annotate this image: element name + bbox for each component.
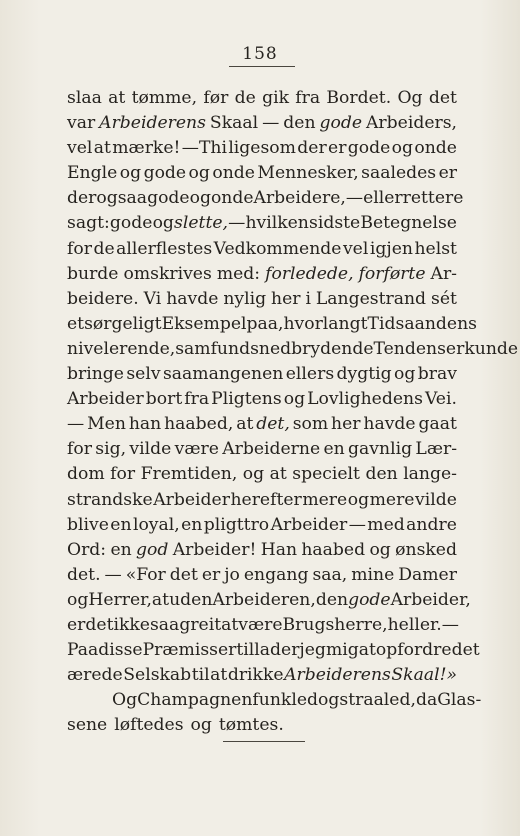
word: det: [169, 564, 198, 585]
word: løftedes: [114, 715, 184, 736]
text-line: [67, 638, 480, 663]
word: beidere.: [67, 288, 139, 309]
text-line: [67, 588, 471, 613]
word: han: [128, 414, 162, 435]
word: Vedkommende: [213, 238, 342, 259]
word: sørgeligt: [84, 313, 162, 334]
italic-word: Arbeiderens: [284, 665, 391, 686]
text-line: [67, 462, 457, 487]
word: Champagnen: [137, 690, 253, 711]
word: Præmisser: [142, 640, 237, 661]
word: at: [93, 138, 111, 159]
text-line: [67, 688, 482, 713]
word: Lovlighedens: [307, 389, 423, 410]
word: bort: [145, 389, 183, 410]
word: brav: [417, 364, 457, 385]
word: et: [67, 313, 85, 334]
word: sene: [67, 715, 108, 736]
word: med: [367, 514, 405, 535]
text-line: [67, 387, 457, 412]
word: og: [190, 715, 212, 736]
word: Ar-: [430, 263, 457, 284]
word: er: [328, 138, 347, 159]
word: fra: [295, 88, 321, 108]
word: Tendenser: [373, 338, 465, 359]
word: disse: [98, 640, 143, 661]
word: Eksempel: [161, 313, 247, 334]
word: Damer: [398, 564, 457, 585]
word: onde: [210, 188, 254, 209]
word: igjen: [369, 238, 413, 259]
word: Langestrand: [315, 288, 427, 309]
text-line: [67, 86, 457, 111]
word: ærede: [67, 665, 123, 686]
word: vel: [67, 138, 93, 159]
word: —Thi: [181, 138, 227, 159]
word: Arbeider,: [390, 589, 471, 610]
text-line: [67, 211, 457, 236]
word: gode: [109, 213, 153, 234]
word: burde: [67, 263, 119, 284]
word: nylig: [223, 288, 267, 309]
word: allerflestes: [116, 238, 213, 259]
word: de: [93, 238, 115, 259]
word: gode: [143, 163, 187, 184]
word: kunde: [464, 338, 519, 359]
word: Arbeideren,: [212, 589, 316, 610]
text-line: [67, 412, 457, 437]
word: den: [315, 589, 349, 610]
word: her: [271, 288, 301, 309]
word: før: [203, 88, 229, 108]
word: lange-: [403, 464, 457, 485]
word: Mennesker,: [257, 163, 359, 184]
text-line: [67, 563, 457, 588]
word: Ord:: [67, 539, 107, 560]
word: gaat: [418, 414, 457, 435]
word: sét: [431, 288, 457, 309]
word: her: [331, 414, 361, 435]
word: slaa: [67, 88, 102, 108]
word: dygtig: [336, 364, 392, 385]
text-line: [67, 513, 457, 538]
word: ellers: [285, 364, 335, 385]
word: jeg: [299, 640, 326, 661]
word: Arbeider: [67, 389, 144, 410]
word: dom: [67, 464, 105, 485]
word: eller: [363, 188, 403, 209]
word: med:: [216, 263, 261, 284]
text-line: [67, 538, 457, 563]
word: saa,: [312, 564, 348, 585]
word: Arbeider: [153, 489, 230, 510]
word: gavnlig: [348, 439, 413, 460]
end-rule: [223, 741, 305, 742]
page-number-rule: [229, 66, 295, 67]
word: Bordet.: [326, 88, 392, 108]
text-line: [67, 237, 457, 262]
word: Arbeiderne: [222, 439, 321, 460]
text-line: [67, 111, 457, 136]
word: saamangenen: [162, 364, 284, 385]
word: den: [365, 464, 398, 485]
word: og: [283, 389, 306, 410]
word: vilde: [129, 439, 172, 460]
word: der: [297, 138, 327, 159]
text-line: [67, 488, 457, 513]
word: gode: [147, 188, 190, 209]
word: Tidsaandens: [367, 313, 477, 334]
word: Vi: [143, 288, 162, 309]
word: ogsaa: [96, 188, 148, 209]
word: —: [262, 113, 280, 134]
word: jo: [224, 564, 240, 585]
italic-word: god: [136, 539, 169, 560]
word: —: [345, 188, 364, 209]
word: specielt: [292, 464, 360, 485]
word: onde: [212, 163, 255, 184]
word: havde: [363, 414, 416, 435]
word: det: [428, 88, 457, 108]
word: heller.: [387, 614, 442, 635]
word: blive: [67, 514, 109, 535]
word: en: [181, 514, 203, 535]
word: Han: [260, 539, 298, 560]
word: Arbeiders,: [366, 113, 457, 134]
word: Og: [112, 690, 138, 711]
word: —: [441, 614, 459, 635]
text-line: [67, 613, 457, 638]
word: —: [228, 213, 246, 234]
word: det: [451, 640, 480, 661]
word: er: [67, 614, 86, 635]
word: haabed: [301, 539, 366, 560]
word: ønsked: [395, 539, 457, 560]
word: at: [151, 589, 170, 610]
word: den: [283, 113, 316, 134]
word: er: [438, 163, 457, 184]
word: og: [242, 464, 265, 485]
word: en: [323, 439, 345, 460]
word: straaled,: [339, 690, 416, 711]
word: og: [152, 213, 174, 234]
italic-word: forledede,: [265, 263, 354, 284]
word: at: [210, 665, 228, 686]
word: Lær-: [415, 439, 457, 460]
word: Brugsherre,: [282, 614, 388, 635]
word: uden: [169, 589, 213, 610]
word: onde: [414, 138, 457, 159]
word: Skaal: [209, 113, 259, 134]
word: Arbeider: [270, 514, 348, 535]
word: nivelerende,samfundsnedbrydende: [67, 338, 374, 359]
word: hvorlangt: [283, 313, 368, 334]
word: opfordre: [375, 640, 452, 661]
word: haabed,: [164, 414, 234, 435]
word: helst: [414, 238, 457, 259]
word: Herrer,: [88, 589, 152, 610]
word: «For: [125, 564, 166, 585]
word: mærke!: [112, 138, 181, 159]
word: i: [305, 288, 311, 309]
word: Selskab: [123, 665, 192, 686]
word: er: [201, 564, 221, 585]
word: mere: [302, 489, 348, 510]
text-line: [67, 161, 457, 186]
word: paa,: [246, 313, 284, 334]
word: var: [67, 113, 96, 134]
text-line: [67, 337, 519, 362]
word: Pligtens: [211, 389, 282, 410]
word: og: [394, 364, 416, 385]
word: fra: [184, 389, 210, 410]
word: sagt:: [67, 213, 110, 234]
word: Paa: [67, 640, 99, 661]
word: herefter: [230, 489, 302, 510]
word: sidste: [309, 213, 361, 234]
word: sig,: [95, 439, 127, 460]
page-number: 158: [242, 44, 278, 64]
word: Og: [397, 88, 423, 108]
text-line: [67, 663, 457, 688]
word: mig: [325, 640, 359, 661]
text-line: [67, 312, 477, 337]
word: andre: [406, 514, 457, 535]
word: Betegnelse: [360, 213, 457, 234]
word: og: [119, 163, 142, 184]
word: at: [108, 88, 126, 108]
word: greit: [179, 614, 222, 635]
word: saa: [149, 614, 180, 635]
word: og: [318, 690, 340, 711]
word: funkled: [252, 690, 319, 711]
word: vel: [342, 238, 369, 259]
word: mine: [351, 564, 395, 585]
body-text: [67, 86, 519, 738]
word: være: [238, 614, 283, 635]
word: tømme,: [131, 88, 198, 108]
word: der: [67, 188, 97, 209]
word: bringe: [67, 364, 124, 385]
word: og: [347, 489, 370, 510]
word: vilde: [415, 489, 457, 510]
word: mere: [369, 489, 415, 510]
word: Arbeider!: [172, 539, 257, 560]
word: til: [191, 665, 210, 686]
word: engang: [243, 564, 309, 585]
italic-word: Skaal!»: [391, 665, 457, 686]
word: og: [369, 539, 391, 560]
word: selv: [126, 364, 161, 385]
word: Engle: [67, 163, 118, 184]
word: saaledes: [361, 163, 437, 184]
italic-word: Arbeiderens: [99, 113, 206, 134]
word: de: [234, 88, 256, 108]
word: —: [67, 414, 85, 435]
italic-word: slette,: [174, 213, 228, 234]
word: for: [67, 238, 92, 259]
word: en: [110, 514, 132, 535]
word: at: [221, 614, 239, 635]
word: gode: [347, 138, 391, 159]
word: og: [391, 138, 413, 159]
word: som: [292, 414, 329, 435]
word: Men: [87, 414, 126, 435]
word: —: [104, 564, 122, 585]
word: hvilken: [245, 213, 309, 234]
word: loyal,: [132, 514, 180, 535]
text-line: [67, 713, 457, 738]
italic-word: forførte: [358, 263, 426, 284]
word: Glas-: [437, 690, 482, 711]
italic-word: gode: [319, 113, 363, 134]
word: Vei.: [424, 389, 457, 410]
italic-word: gode: [348, 589, 391, 610]
word: drikke: [227, 665, 284, 686]
word: tillader: [236, 640, 300, 661]
text-line: [67, 362, 457, 387]
word: pligttro: [203, 514, 270, 535]
italic-word: det,: [256, 414, 290, 435]
word: —: [348, 514, 366, 535]
text-line: [67, 186, 464, 211]
word: omskrives: [123, 263, 212, 284]
word: og: [189, 188, 211, 209]
word: at: [358, 640, 376, 661]
word: en: [110, 539, 132, 560]
word: det: [85, 614, 114, 635]
word: for: [67, 439, 92, 460]
word: og: [67, 589, 89, 610]
word: ligesom: [228, 138, 296, 159]
word: Arbeidere,: [253, 188, 346, 209]
word: havde: [166, 288, 219, 309]
word: da: [415, 690, 438, 711]
word: tømtes.: [218, 715, 284, 736]
text-line: [67, 262, 457, 287]
word: gik: [262, 88, 289, 108]
word: rettere: [402, 188, 464, 209]
word: være: [174, 439, 219, 460]
word: det.: [67, 564, 101, 585]
word: at: [236, 414, 254, 435]
word: Fremtiden,: [140, 464, 238, 485]
word: at: [269, 464, 287, 485]
word: ikke: [113, 614, 150, 635]
word: for: [110, 464, 136, 485]
word: strandske: [67, 489, 153, 510]
text-line: [67, 287, 457, 312]
text-line: [67, 136, 457, 161]
text-line: [67, 437, 457, 462]
word: og: [188, 163, 210, 184]
